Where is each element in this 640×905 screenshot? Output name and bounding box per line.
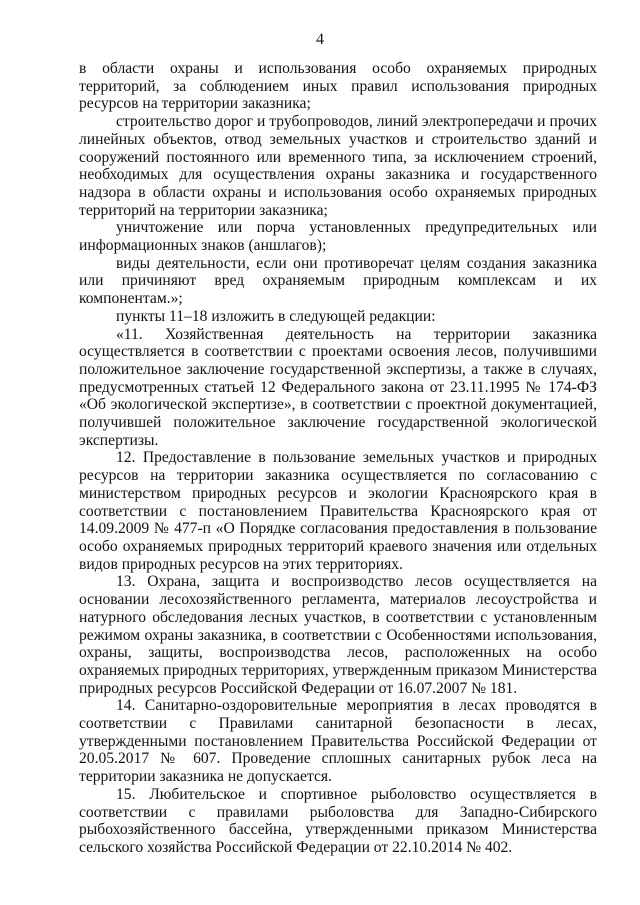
paragraph: строительство дорог и трубопроводов, линий электропередачи и прочих линейных объектов, отвод земельных участков и строительство зданий и сооружений постоянного или временного типа, за исключением строений, необходимых для осуществления охраны заказника и государственного надзора в области охраны и использования особо охраняемых природных территорий на территории заказника; [79,113,597,219]
paragraph: виды деятельности, если они противоречат целям создания заказника или причиняют вред охраняемым природным комплексам и их компонентам.»; [79,254,597,308]
paragraph: 12. Предоставление в пользование земельных участков и природных ресурсов на территории заказника осуществляется по согласованию с министерством природных ресурсов и экологии Красноярского края в соответствии с постановлением Правительства Красноярского края от 14.09.2009 № 477-п «О Порядке согласования предоставления в пользование особо охраняемых природных территорий краевого значения или отдельных видов природных ресурсов на этих территориях. [79,449,597,573]
paragraph: пункты 11–18 изложить в следующей редакции: [116,307,436,325]
paragraph: уничтожение или порча установленных предупредительных или информационных знаков (аншлагов); [79,219,597,255]
paragraph: в области охраны и использования особо охраняемых природных территорий, за соблюдением иных правил использования природных ресурсов на территории заказника; [79,60,597,113]
paragraph: 14. Санитарно-оздоровительные мероприятия в лесах проводятся в соответствии с Правилами санитарной безопасности в лесах, утвержденными постановлением Правительства Российской Федерации от 20.05.2017 № 607. Проведение сплошных санитарных рубок леса на территории заказника не допускается. [79,697,597,786]
page-number: 4 [316,31,324,48]
paragraph: 13. Охрана, защита и воспроизводство лесов осуществляется на основании лесохозяйственного регламента, материалов лесоустройства и натурного обследования лесных участков, в соответствии с установленным режимом охраны заказника, в соответствии с Особенностями использования, охраны, защиты, воспроизводства лесов, расположенных на особо охраняемых природных территориях, утвержденным приказом Министерства природных ресурсов Российской Федерации от 16.07.2007 № 181. [79,573,597,697]
paragraph: 15. Любительское и спортивное рыболовство осуществляется в соответствии с правилами рыболовства для Западно-Сибирского рыбохозяйственного бассейна, утвержденными приказом Министерства сельского хозяйства Российской Федерации от 22.10.2014 № 402. [79,785,597,856]
paragraph: «11. Хозяйственная деятельность на территории заказника осуществляется в соответствии с проектами освоения лесов, получившими положительное заключение государственной экспертизы, а также в случаях, предусмотренных статьей 12 Федерального закона от 23.11.1995 № 174-ФЗ «Об экологической экспертизе», в соответствии с проектной документацией, получившей положительное заключение государственной экологической экспертизы. [79,325,597,449]
document-body [79,60,597,857]
